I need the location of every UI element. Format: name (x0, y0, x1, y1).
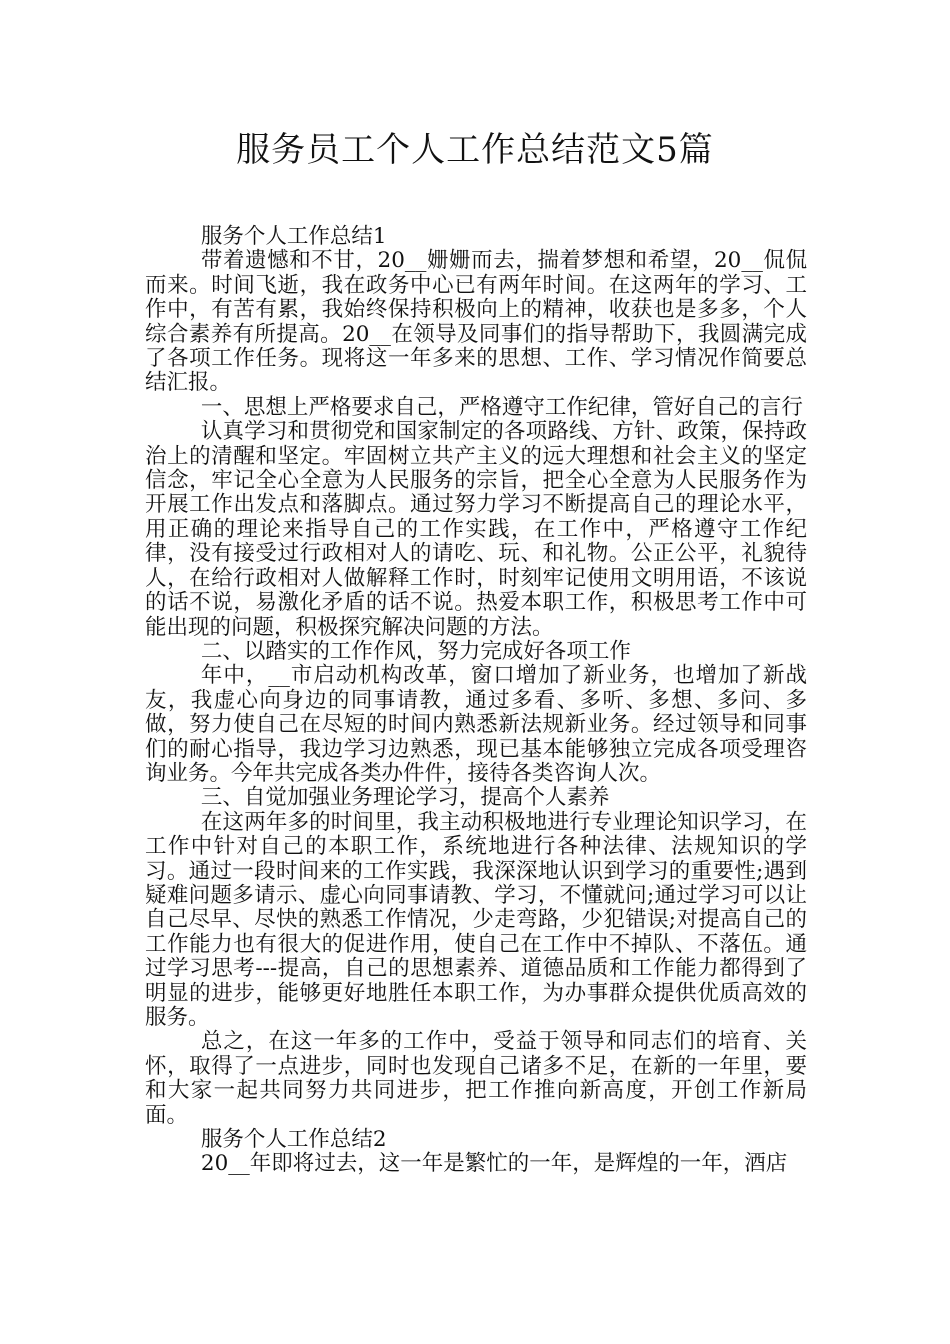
body-paragraph-ideology: 认真学习和贯彻党和国家制定的各项路线、方针、政策，保持政治上的清醒和坚定。牢固树立共产主义的远大理想和社会主义的坚定信念，牢记全心全意为人民服务的宗旨，把全心全意为人民服务作为开展工作出发点和落脚点。通过努力学习不断提高自己的理论水平，用正确的理论来指导自己的工作实践，在工作中，严格遵守工作纪律，没有接受过行政相对人的请吃、玩、和礼物。公正公平，礼貌待人，在给行政相对人做解释工作时，时刻牢记使用文明用语，不该说的话不说，易激化矛盾的话不说。热爱本职工作，积极思考工作中可能出现的问题，积极探究解决问题的方法。 (145, 419, 807, 640)
document-title: 服务员工个人工作总结范文5篇 (236, 130, 714, 170)
body-paragraph-summary-2-start: 20__年即将过去，这一年是繁忙的一年，是辉煌的一年，酒店 (200, 1151, 788, 1177)
subheading-work-style: 二、以踏实的工作作风，努力完成好各项工作 (200, 638, 631, 664)
document-body (145, 225, 807, 1177)
intro-paragraph: 带着遗憾和不甘，20__姗姗而去，揣着梦想和希望，20__侃侃而来。时间飞逝，我在政务中心已有两年时间。在这两年的学习、工作中，有苦有累，我始终保持积极向上的精神，收获也是多多，个人综合素养有所提高。20__在领导及同事们的指导帮助下，我圆满完成了各项工作任务。现将这一年多来的思想、工作、学习情况作简要总结汇报。 (145, 248, 807, 396)
body-paragraph-work-style: 年中，__市启动机构改革，窗口增加了新业务，也增加了新战友，我虚心向身边的同事请教，通过多看、多听、多想、多问、多做，努力使自己在尽短的时间内熟悉新法规新业务。经过领导和同事们的耐心指导，我边学习边熟悉，现已基本能够独立完成各项受理咨询业务。今年共完成各类办件件，接待各类咨询人次。 (145, 663, 807, 786)
section-heading-summary-2: 服务个人工作总结2 (200, 1127, 387, 1153)
conclusion-paragraph: 总之，在这一年多的工作中，受益于领导和同志们的培育、关怀，取得了一点进步，同时也发现自己诸多不足，在新的一年里，要和大家一起共同努力共同进步，把工作推向新高度，开创工作新局面。 (145, 1029, 807, 1128)
subheading-study: 三、自觉加强业务理论学习，提高个人素养 (200, 785, 610, 811)
subheading-ideology: 一、思想上严格要求自己，严格遵守工作纪律，管好自己的言行 (200, 394, 803, 420)
section-heading-summary-1: 服务个人工作总结1 (200, 224, 387, 249)
body-paragraph-study: 在这两年多的时间里，我主动积极地进行专业理论知识学习，在工作中针对自己的本职工作，系统地进行各种法律、法规知识的学习。通过一段时间来的工作实践，我深深地认识到学习的重要性;遇到疑难问题多请示、虚心向同事请教、学习，不懂就问;通过学习可以让自己尽早、尽快的熟悉工作情况，少走弯路，少犯错误;对提高自己的工作能力也有很大的促进作用，使自己在工作中不掉队、不落伍。通过学习思考---提高，自己的思想素养、道德品质和工作能力都得到了明显的进步，能够更好地胜任本职工作，为办事群众提供优质高效的服务。 (145, 809, 807, 1030)
